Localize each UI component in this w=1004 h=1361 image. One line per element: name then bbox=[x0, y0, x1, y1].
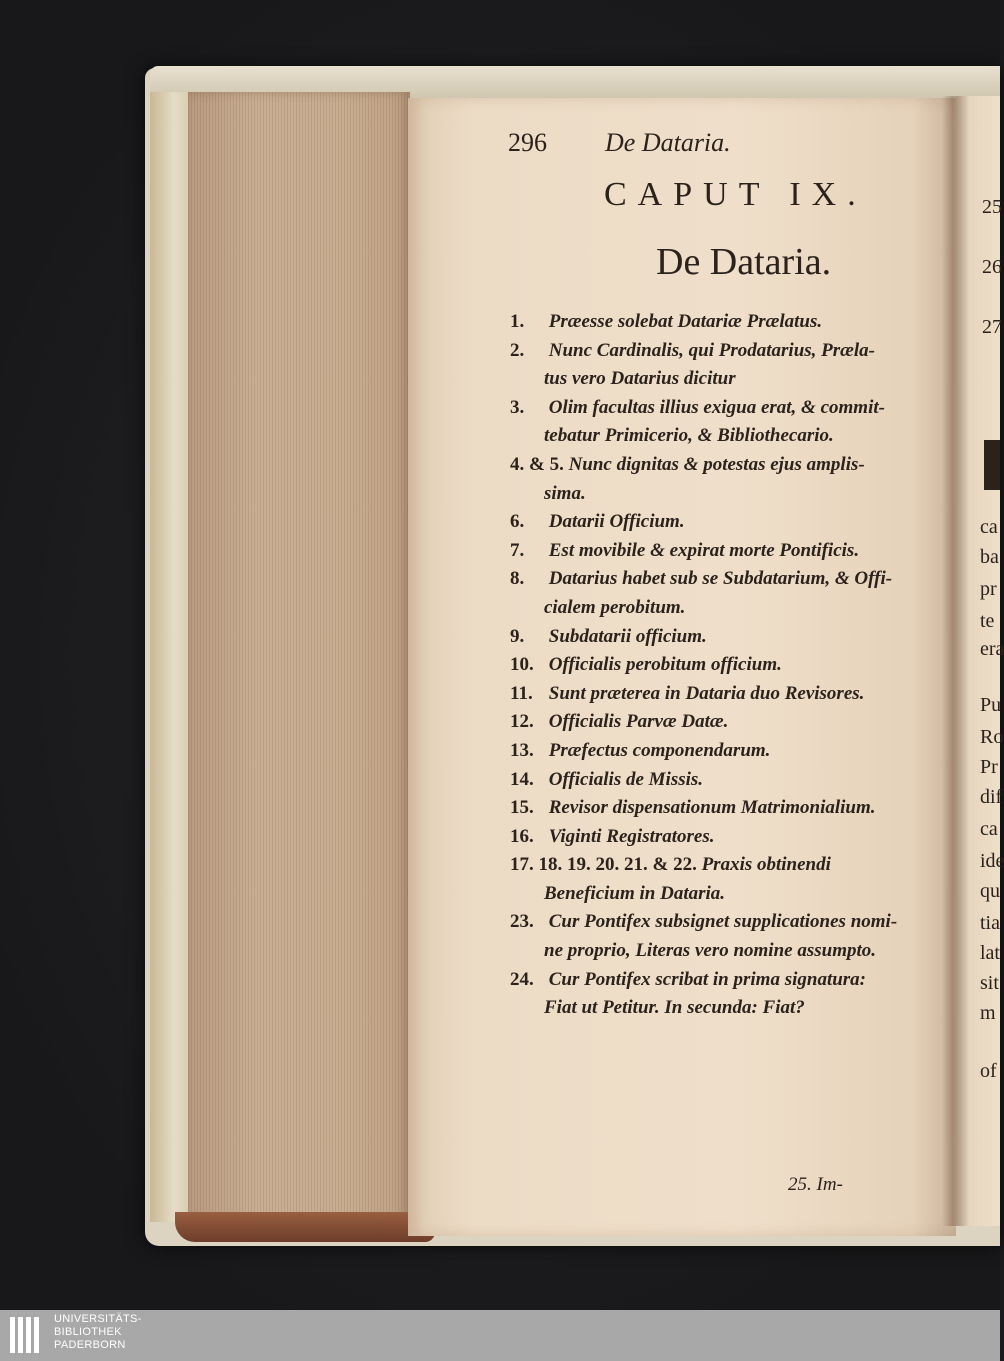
entry-text: Nunc dignitas & potestas ejus amplis- bbox=[568, 453, 865, 475]
vellum-binding bbox=[150, 92, 190, 1222]
entry-text: Datarii Officium. bbox=[548, 511, 685, 533]
summary-line bbox=[510, 422, 960, 451]
entry-text: Viginti Registratores. bbox=[548, 825, 715, 847]
entry-number: 24. bbox=[510, 968, 534, 990]
summary-line bbox=[510, 994, 960, 1023]
facing-page-fragment: pr bbox=[980, 578, 997, 600]
facing-page-fragment: ide bbox=[980, 850, 1004, 872]
entry-text: cialem perobitum. bbox=[544, 596, 686, 618]
entry-number: 6. bbox=[510, 511, 525, 533]
summary-line bbox=[510, 480, 960, 509]
summary-line bbox=[510, 937, 960, 966]
summary-line bbox=[510, 337, 960, 366]
summary-line bbox=[510, 623, 960, 652]
entry-text: Officialis perobitum officium. bbox=[548, 654, 782, 676]
entry-text: Nunc Cardinalis, qui Prodatarius, Præla- bbox=[548, 339, 875, 361]
entry-text: tebatur Primicerio, & Bibliothecario. bbox=[544, 425, 834, 447]
summary-line bbox=[510, 794, 960, 823]
entry-text: Revisor dispensationum Matrimonialium. bbox=[548, 797, 876, 819]
entry-number: 3. bbox=[510, 396, 525, 418]
running-head bbox=[508, 128, 731, 158]
facing-page-fragment: tia bbox=[980, 912, 1000, 934]
entry-number: 1. bbox=[510, 311, 525, 332]
summary-line bbox=[510, 451, 960, 480]
entry-number: 16. bbox=[510, 825, 534, 847]
summary-line bbox=[510, 565, 960, 594]
logo-line: BIBLIOTHEK bbox=[54, 1326, 122, 1338]
facing-page-fragment: Pu bbox=[980, 694, 1002, 716]
entry-text: Olim facultas illius exigua erat, & commit- bbox=[548, 396, 885, 418]
facing-page-fragment: ca bbox=[980, 516, 998, 538]
summary-line bbox=[510, 537, 960, 566]
summary-line bbox=[510, 651, 960, 680]
summary-line bbox=[510, 594, 960, 623]
running-title: De Dataria. bbox=[605, 128, 731, 157]
entry-number: 7. bbox=[510, 539, 525, 561]
library-logo-icon bbox=[8, 1313, 46, 1357]
entry-text: Officialis Parvæ Datæ. bbox=[548, 711, 729, 733]
entry-text: Datarius habet sub se Subdatarium, & Offi- bbox=[548, 568, 893, 590]
summary-line bbox=[510, 737, 960, 766]
entry-number: 2. bbox=[510, 339, 525, 361]
library-logo-text bbox=[54, 1313, 142, 1352]
facing-page-fragment: 26 bbox=[982, 256, 1002, 278]
entry-number: 13. bbox=[510, 739, 534, 761]
facing-page-fragment: dif bbox=[980, 786, 1003, 808]
logo-line: UNIVERSITÄTS- bbox=[54, 1313, 142, 1325]
facing-page-fragment: of bbox=[980, 1060, 997, 1082]
summary-line bbox=[510, 508, 960, 537]
entry-text: Praxis obtinendi bbox=[701, 854, 831, 876]
entry-number: 8. bbox=[510, 568, 525, 590]
summary-line bbox=[510, 680, 960, 709]
summary-line bbox=[510, 851, 960, 880]
entry-text: Sunt præterea in Dataria duo Revisores. bbox=[548, 682, 865, 704]
facing-page-fragment: ca bbox=[980, 818, 998, 840]
summary-line bbox=[510, 880, 960, 909]
entry-number: 14. bbox=[510, 768, 534, 790]
entry-text: tus vero Datarius dicitur bbox=[544, 368, 736, 390]
page-number: 296 bbox=[508, 128, 547, 157]
left-page bbox=[408, 98, 956, 1236]
entry-text: Officialis de Missis. bbox=[548, 768, 704, 790]
summary-line bbox=[510, 308, 960, 337]
facing-page-fragment: Pr bbox=[980, 756, 998, 778]
entry-text: Est movibile & expirat morte Pontificis. bbox=[548, 539, 860, 561]
catchword: 25. Im- bbox=[788, 1174, 843, 1195]
initial-letter-fragment bbox=[984, 440, 1000, 490]
entry-text: Præfectus componendarum. bbox=[548, 739, 771, 761]
facing-page bbox=[956, 96, 1004, 1226]
page-block-edge bbox=[188, 92, 410, 1222]
summary-line bbox=[510, 365, 960, 394]
entry-number: 15. bbox=[510, 797, 534, 819]
entry-text: Subdatarii officium. bbox=[548, 625, 707, 647]
facing-page-fragment: te bbox=[980, 610, 995, 632]
entry-number: 23. bbox=[510, 911, 534, 933]
facing-page-fragment: m bbox=[980, 1002, 996, 1024]
entry-text: Fiat ut Petitur. In secunda: Fiat? bbox=[544, 997, 805, 1019]
entry-text: Cur Pontifex subsignet supplicationes nomi- bbox=[548, 911, 898, 933]
facing-page-fragment: 25 bbox=[982, 196, 1002, 218]
summary-line bbox=[510, 823, 960, 852]
summary-line bbox=[510, 766, 960, 795]
chapter-heading: De Dataria. bbox=[656, 241, 832, 283]
entry-number: 4. & 5. bbox=[510, 453, 564, 475]
facing-page-fragment: qu bbox=[980, 880, 1000, 902]
entry-text: ne proprio, Literas vero nomine assumpto. bbox=[544, 940, 876, 962]
chapter-title: CAPUT IX. bbox=[604, 176, 867, 213]
book-bottom-edge bbox=[175, 1212, 435, 1242]
chapter-summary-list bbox=[510, 308, 960, 1023]
facing-page-fragment: lat bbox=[980, 942, 1000, 964]
entry-text: Præesse solebat Datariæ Prælatus. bbox=[548, 311, 823, 332]
facing-page-fragment: ba bbox=[980, 546, 999, 568]
entry-text: Cur Pontifex scribat in prima signatura: bbox=[548, 968, 867, 990]
entry-number: 10. bbox=[510, 654, 534, 676]
entry-number: 9. bbox=[510, 625, 525, 647]
logo-line: PADERBORN bbox=[54, 1339, 126, 1351]
facing-page-fragment: sit bbox=[980, 972, 999, 994]
entry-number: 12. bbox=[510, 711, 534, 733]
entry-text: Beneficium in Dataria. bbox=[544, 882, 726, 904]
entry-text: sima. bbox=[544, 482, 586, 504]
facing-page-fragment: Ro bbox=[980, 726, 1004, 748]
facing-page-fragment: 27 bbox=[982, 316, 1002, 338]
library-footer bbox=[0, 1310, 1000, 1361]
facing-page-fragment: era bbox=[980, 638, 1004, 660]
summary-line bbox=[510, 708, 960, 737]
entry-number: 11. bbox=[510, 682, 533, 704]
summary-line bbox=[510, 908, 960, 937]
summary-line bbox=[510, 394, 960, 423]
summary-line bbox=[510, 966, 960, 995]
entry-number: 17. 18. 19. 20. 21. & 22. bbox=[510, 854, 697, 876]
